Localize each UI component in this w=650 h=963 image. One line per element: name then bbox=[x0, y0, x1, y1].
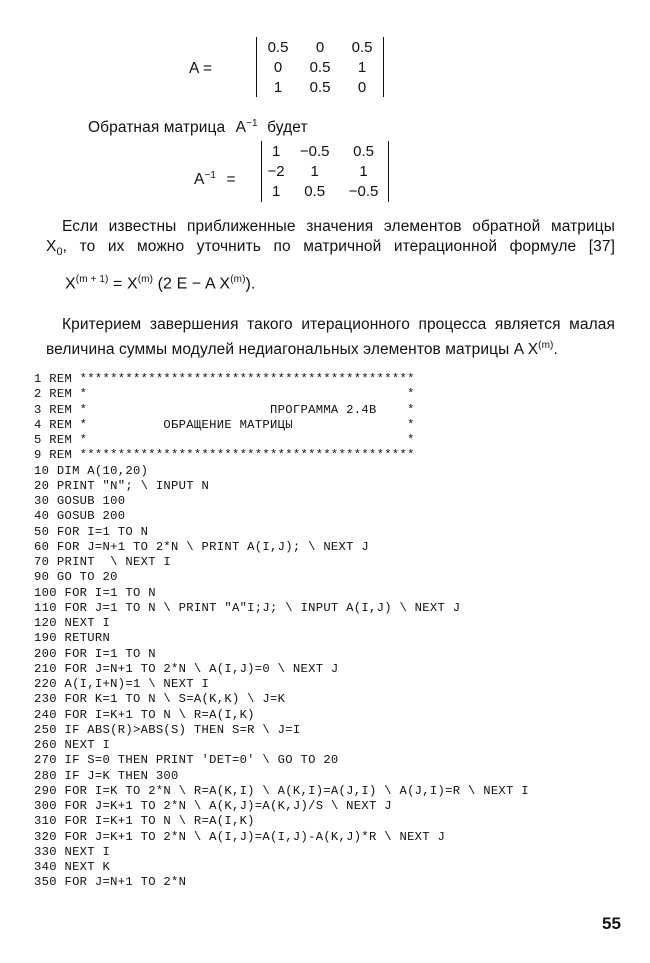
paragraph-2-exp: (m) bbox=[538, 340, 554, 351]
code-line: 50 FOR I=1 TO N bbox=[34, 524, 149, 539]
matrix-cell: 1 bbox=[271, 182, 281, 200]
paragraph-1-line-2 bbox=[46, 238, 615, 258]
code-line: 9 REM ******************************************** bbox=[34, 448, 415, 463]
code-line: 120 NEXT I bbox=[34, 616, 111, 630]
matrix-row bbox=[257, 37, 383, 57]
code-line: 290 FOR I=K TO 2*N \ R=A(K,I) \ A(K,I)=A(J,I) \ A(J,I)=R \ NEXT I bbox=[34, 783, 529, 798]
matrix-cell: 1 bbox=[357, 58, 367, 76]
matrix-cell: 0.5 bbox=[304, 182, 326, 200]
paragraph-2-line-1: Критерием завершения такого итерационного процесса является малая bbox=[62, 316, 615, 333]
inverse-intro bbox=[88, 118, 308, 137]
matrix-cell: −2 bbox=[267, 162, 285, 180]
matrix-inv-label-base: A bbox=[194, 171, 205, 189]
code-line: 250 IF ABS(R)>ABS(S) THEN S=R \ J=I bbox=[34, 722, 301, 737]
inverse-intro-symbol: A bbox=[235, 119, 247, 137]
code-line: 270 IF S=0 THEN PRINT 'DET=0' \ GO TO 20 bbox=[34, 753, 339, 768]
code-line: 350 FOR J=N+1 TO 2*N bbox=[34, 875, 187, 890]
matrix-row bbox=[262, 141, 388, 161]
matrix-row bbox=[257, 57, 383, 77]
matrix-cell: 0.5 bbox=[309, 78, 331, 96]
code-line: 300 FOR J=K+1 TO 2*N \ A(K,J)=A(K,J)/S \ NEXT J bbox=[34, 799, 392, 813]
matrix-a bbox=[256, 37, 384, 97]
matrix-cell: 1 bbox=[273, 78, 283, 96]
matrix-cell: 0.5 bbox=[351, 38, 373, 56]
code-line: 100 FOR I=1 TO N bbox=[34, 585, 156, 600]
matrix-cell: −0.5 bbox=[348, 182, 379, 200]
code-line: 70 PRINT \ NEXT I bbox=[34, 555, 172, 569]
code-line: 20 PRINT "N"; \ INPUT N bbox=[34, 478, 210, 493]
matrix-cell: 1 bbox=[359, 162, 368, 180]
code-line: 30 GOSUB 100 bbox=[34, 494, 126, 508]
code-line: 90 GO TO 20 bbox=[34, 570, 118, 585]
formula-lhs-exp: (m + 1) bbox=[75, 274, 109, 285]
matrix-cell: 0.5 bbox=[353, 142, 374, 160]
paragraph-1-rest: , то их можно уточнить по матричной итерационной формуле [37] bbox=[62, 238, 615, 255]
code-line: 2 REM * * bbox=[34, 387, 415, 402]
code-line: 280 IF J=K THEN 300 bbox=[34, 768, 179, 783]
code-line: 260 NEXT I bbox=[34, 738, 111, 752]
matrix-row bbox=[262, 181, 388, 201]
matrix-a-label: A = bbox=[189, 60, 213, 77]
code-line: 210 FOR J=N+1 TO 2*N \ A(I,J)=0 \ NEXT J bbox=[34, 661, 339, 676]
code-line: 60 FOR J=N+1 TO 2*N \ PRINT A(I,J); \ NEXT J bbox=[34, 539, 370, 554]
formula-mid-exp: (m) bbox=[230, 274, 246, 285]
paragraph-2-end: . bbox=[553, 341, 558, 359]
matrix-row bbox=[262, 161, 388, 181]
inverse-intro-tail: будет bbox=[267, 119, 308, 137]
paragraph-1-x: X bbox=[46, 238, 57, 255]
matrix-inv-label-eq: = bbox=[226, 171, 236, 189]
code-line: 200 FOR I=1 TO N bbox=[34, 646, 156, 661]
formula-mid: (2 E − A X bbox=[153, 275, 231, 293]
code-line: 190 RETURN bbox=[34, 631, 111, 646]
code-line: 10 DIM A(10,20) bbox=[34, 463, 149, 478]
matrix-cell: 0 bbox=[315, 38, 325, 56]
paragraph-1-x-sub: 0 bbox=[56, 246, 63, 259]
code-line: 110 FOR J=1 TO N \ PRINT "A"I;J; \ INPUT A(I,J) \ NEXT J bbox=[34, 600, 461, 615]
inverse-intro-exponent: −1 bbox=[246, 118, 258, 129]
code-line: 5 REM * * bbox=[34, 433, 415, 447]
matrix-cell: 0.5 bbox=[267, 38, 289, 56]
matrix-cell: 0 bbox=[273, 58, 283, 76]
matrix-cell: 0 bbox=[357, 78, 367, 96]
code-line: 4 REM * ОБРАЩЕНИЕ МАТРИЦЫ * bbox=[34, 417, 415, 432]
code-line: 230 FOR K=1 TO N \ S=A(K,K) \ J=K bbox=[34, 692, 286, 707]
code-line: 40 GOSUB 200 bbox=[34, 509, 126, 524]
basic-program-listing bbox=[34, 372, 529, 891]
paragraph-2-line-2 bbox=[46, 340, 626, 359]
code-line: 310 FOR I=K+1 TO N \ R=A(I,K) bbox=[34, 814, 255, 829]
matrix-inv bbox=[261, 141, 389, 202]
matrix-cell: 0.5 bbox=[309, 58, 331, 76]
matrix-cell: 1 bbox=[271, 142, 281, 160]
matrix-cell: −0.5 bbox=[299, 142, 330, 160]
page-number: 55 bbox=[602, 914, 621, 933]
paragraph-1-line-1: Если известны приближенные значения элементов обратной матрицы bbox=[62, 218, 615, 235]
matrix-inv-label bbox=[194, 170, 236, 189]
paragraph-2-text: величина суммы модулей недиагональных элементов матрицы A X bbox=[46, 341, 539, 359]
matrix-row bbox=[257, 77, 383, 97]
iteration-formula bbox=[65, 274, 255, 293]
code-line: 3 REM * ПРОГРАММА 2.4В * bbox=[34, 402, 415, 417]
matrix-cell: 1 bbox=[310, 162, 319, 180]
formula-end: ). bbox=[245, 275, 256, 293]
code-line: 220 A(I,I+N)=1 \ NEXT I bbox=[34, 677, 210, 691]
code-line: 1 REM ******************************************** bbox=[34, 372, 415, 386]
code-line: 330 NEXT I bbox=[34, 844, 111, 859]
code-line: 320 FOR J=K+1 TO 2*N \ A(I,J)=A(I,J)-A(K,J)*R \ NEXT J bbox=[34, 829, 446, 844]
formula-eq: = X bbox=[108, 275, 138, 293]
code-line: 240 FOR I=K+1 TO N \ R=A(I,K) bbox=[34, 707, 255, 722]
formula-rhs-exp: (m) bbox=[137, 274, 154, 285]
formula-lhs: X bbox=[65, 275, 76, 293]
inverse-intro-text: Обратная матрица bbox=[88, 119, 226, 137]
matrix-inv-label-exp: −1 bbox=[204, 170, 217, 181]
code-line: 340 NEXT K bbox=[34, 860, 111, 874]
